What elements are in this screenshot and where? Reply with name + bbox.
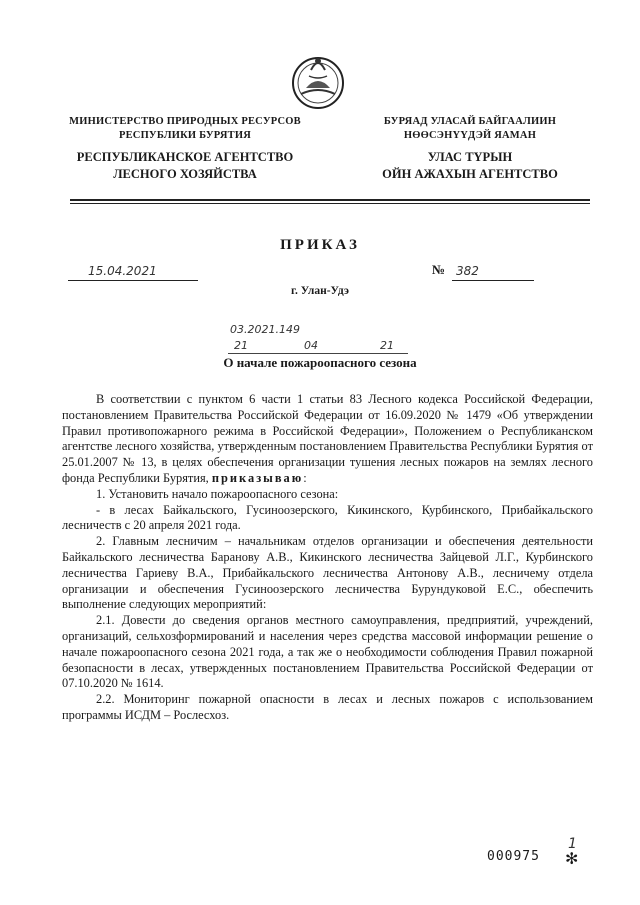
item-1: 1. Установить начало пожароопасного сезона: xyxy=(96,486,339,501)
agency-name-ru-line1: РЕСПУБЛИКАНСКОЕ АГЕНТСТВО xyxy=(76,150,294,164)
registration-day: 21 xyxy=(234,339,248,352)
order-date: 15.04.2021 xyxy=(88,264,157,278)
agency-name-ru-line2: ЛЕСНОГО ХОЗЯЙСТВА xyxy=(113,167,257,181)
agency-name-bua-line2: ОЙН АЖАХЫН АГЕНТСТВО xyxy=(382,167,558,181)
coat-of-arms-emblem xyxy=(287,50,349,112)
item-2-2: 2.2. Мониторинг пожарной опасности в лесах и лесных пожаров с использованием программы ИСДМ – Рослесхоз. xyxy=(62,692,593,722)
intro-text: В соответствии с пунктом 6 части 1 статьи 83 Лесного кодекса Российской Федерации, постановлением Правительства Российской Федерации от 16.09.2020 № 1479 «Об утверждении Правил противопожарного режима в Российской Федерации», Положением о Республиканском агентстве лесного хозяйства, утвержденным постановлением Правительства Республики Бурятия от 25.01.2007 № 13, в целях обеспечения организации тушения лесных пожаров на землях лесного фонда Республики Бурятия, xyxy=(62,392,593,485)
order-title: ПРИКАЗ xyxy=(280,237,360,253)
order-number-label: № xyxy=(432,262,446,277)
order-colon: : xyxy=(303,470,307,485)
agency-name-ru xyxy=(60,149,310,183)
ministry-name-ru-line1: МИНИСТЕРСТВО ПРИРОДНЫХ РЕСУРСОВ xyxy=(69,116,301,127)
header-rule-thin xyxy=(70,203,590,204)
header-rule-thick xyxy=(70,199,590,201)
agency-name-bua-line1: УЛАС ТҮРЫН xyxy=(427,150,513,164)
ministry-name-ru-line2: РЕСПУБЛИКИ БУРЯТИЯ xyxy=(118,130,252,141)
order-body xyxy=(62,392,593,724)
order-number: 382 xyxy=(456,264,479,278)
order-date-field xyxy=(68,264,198,281)
registration-year: 21 xyxy=(380,339,394,352)
page-mark: 1 xyxy=(568,836,577,852)
item-1-detail: - в лесах Байкальского, Гусиноозерского, Кикинского, Курбинского, Прибайкальского лесничеств с 20 апреля 2021 года. xyxy=(62,502,593,533)
registration-date xyxy=(228,339,408,354)
ministry-name-bua-line2: НӨӨСЭНҮҮДЭЙ ЯАМАН xyxy=(403,130,537,141)
ministry-name-bua-line1: БУРЯАД УЛАСАЙ БАЙГААЛИИН xyxy=(383,116,557,127)
registration-month: 04 xyxy=(304,339,318,352)
intro-paragraph xyxy=(62,392,593,487)
ministry-name-ru xyxy=(60,115,310,143)
item-2-1: 2.1. Довести до сведения органов местного самоуправления, предприятий, учреждений, организаций, сельхозформирований и населения через средства массовой информации решение о начале пожароопасного сезона 2021 года, а так же о необходимости соблюдения Правил пожарной безопасности в лесах, утвержденных постановлением Правительства Российской Федерации от 07.10.2020 № 1614. xyxy=(62,613,593,691)
order-subject: О начале пожароопасного сезона xyxy=(223,355,417,370)
order-city: г. Улан-Удэ xyxy=(291,285,349,297)
order-number-field xyxy=(452,264,534,281)
agency-name-bua xyxy=(345,149,595,183)
ministry-name-bua xyxy=(345,115,595,143)
serial-number: 000975 xyxy=(487,849,540,864)
registration-number: 03.2021.149 xyxy=(230,323,300,336)
stamp-mark-icon: ✻ xyxy=(565,849,579,868)
order-word: приказываю xyxy=(211,470,304,485)
item-2: 2. Главным лесничим – начальникам отделов организации и обеспечения деятельности Байкальского лесничества Баранову А.В., Кикинского лесничества Зайцевой Л.Г., Курбинского лесничества Гариеву В.А., Прибайкальского лесничества Антонову А.В., лесничему отдела организации и обеспечения Гусиноозерского лесничества Бурундуковой Е.С., обеспечить выполнение следующих мероприятий: xyxy=(62,534,593,612)
